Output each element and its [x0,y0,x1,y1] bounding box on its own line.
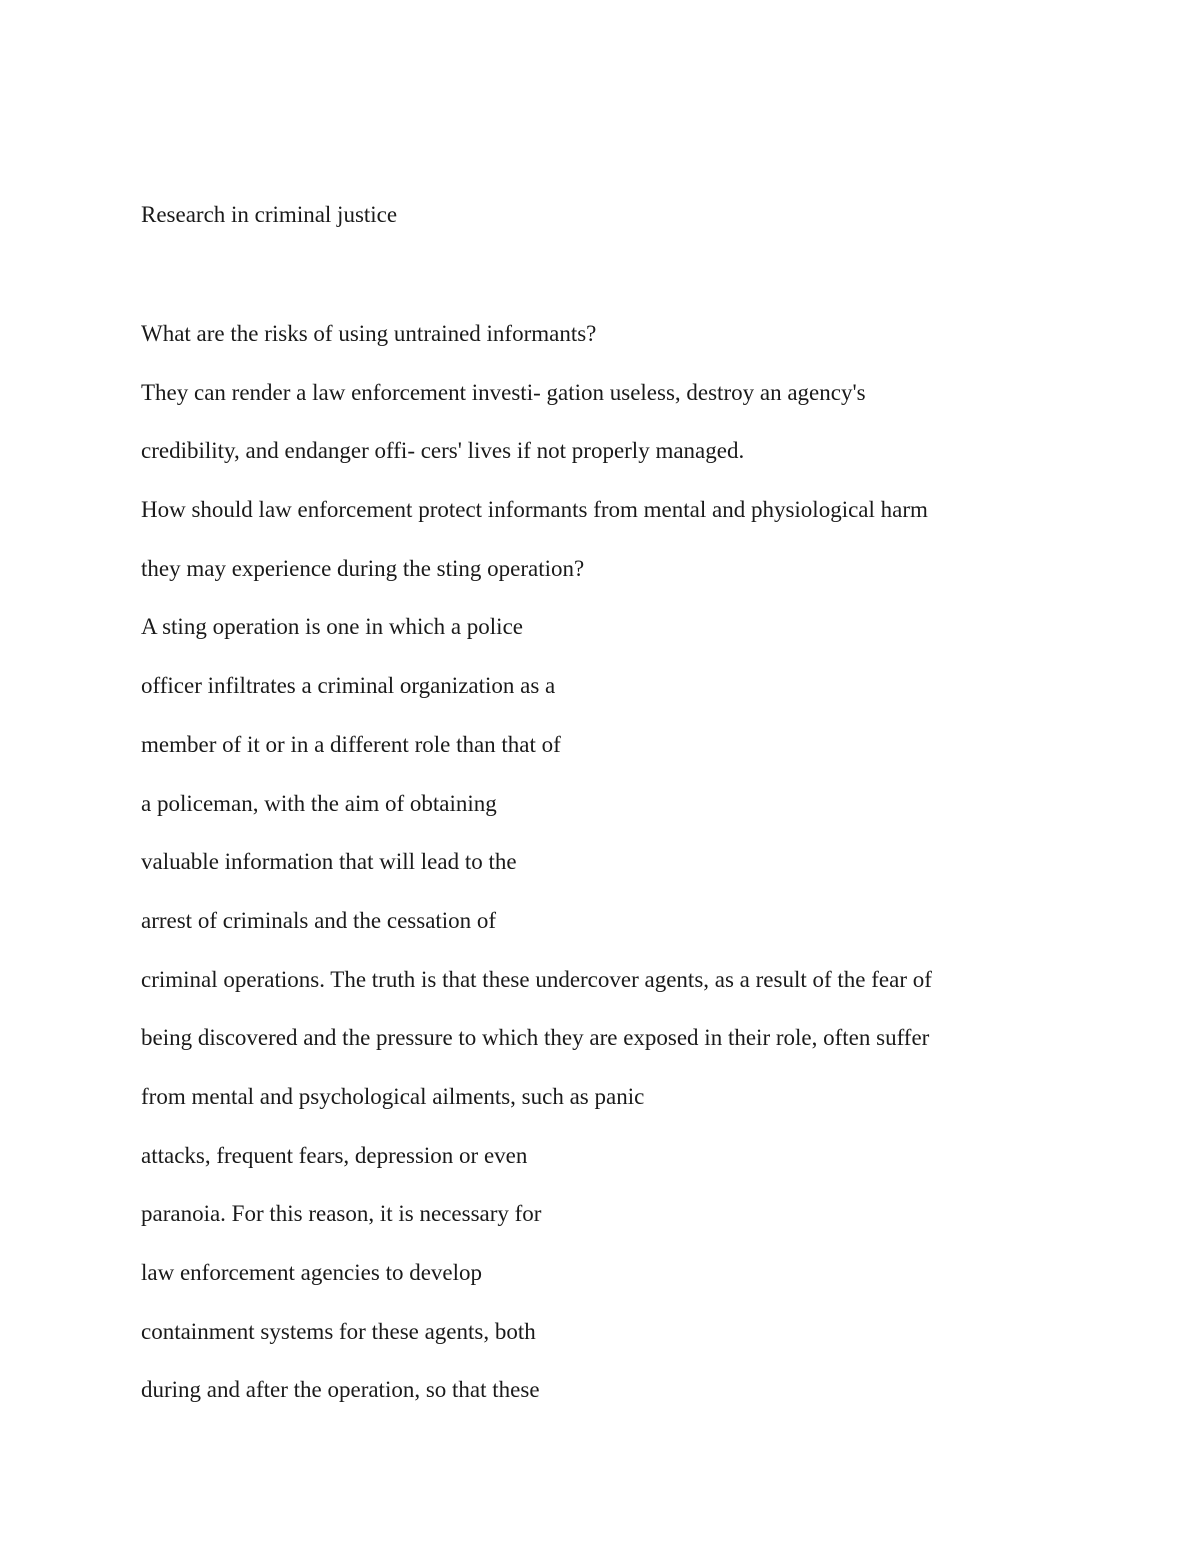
text-line: officer infiltrates a criminal organization as a [141,673,556,699]
text-line-question-2: How should law enforcement protect informants from mental and physiological harm [141,497,928,523]
text-line: credibility, and endanger offi- cers' lives if not properly managed. [141,438,745,464]
text-line: being discovered and the pressure to which they are exposed in their role, often suffer [141,1025,930,1051]
text-line: A sting operation is one in which a police [141,614,523,640]
text-line: attacks, frequent fears, depression or even [141,1142,528,1168]
text-line: criminal operations. The truth is that these undercover agents, as a result of the fear of [141,966,932,992]
text-line: valuable information that will lead to the [141,849,517,875]
text-line: from mental and psychological ailments, such as panic [141,1083,645,1109]
document-title: Research in criminal justice [141,202,398,227]
document-body [141,319,932,1434]
text-line: They can render a law enforcement investi- gation useless, destroy an agency's [141,379,866,405]
text-line: during and after the operation, so that these [141,1377,540,1403]
text-line: arrest of criminals and the cessation of [141,907,497,933]
text-line: member of it or in a different role than that of [141,731,561,757]
text-line: containment systems for these agents, both [141,1318,536,1344]
text-line: they may experience during the sting operation? [141,555,585,581]
text-line-question-1: What are the risks of using untrained informants? [141,321,597,346]
text-line: paranoia. For this reason, it is necessary for [141,1201,542,1227]
text-line: law enforcement agencies to develop [141,1260,483,1285]
text-line: a policeman, with the aim of obtaining [141,790,497,816]
